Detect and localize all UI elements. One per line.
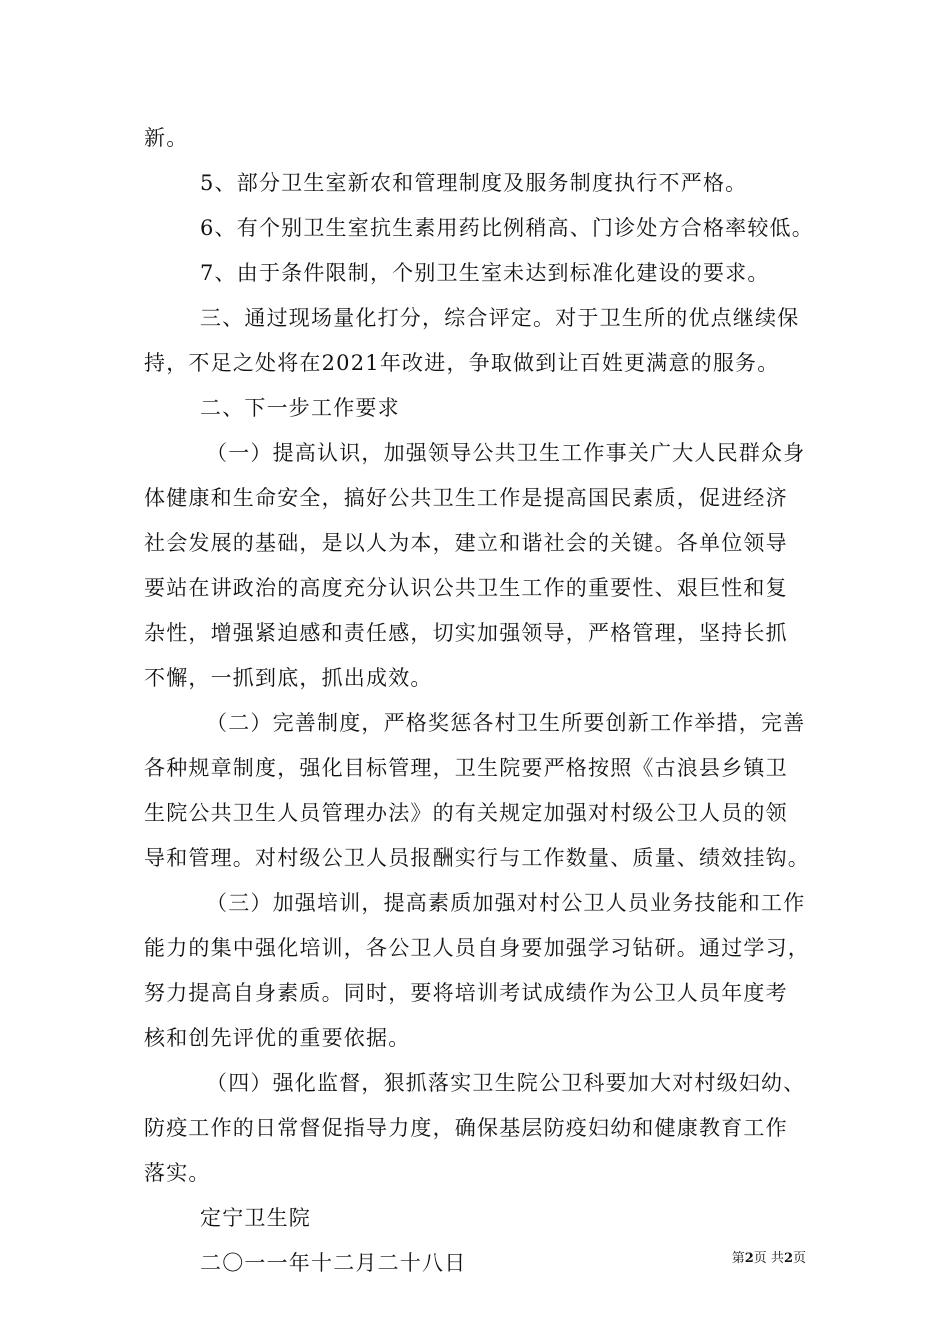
text-line: 导和管理。对村级公卫人员报酬实行与工作数量、质量、绩效挂钩。 [144, 846, 810, 870]
text-line: 持，不足之处将在2021年改进，争取做到让百姓更满意的服务。 [144, 351, 780, 375]
footer-prefix: 第 [731, 1251, 745, 1266]
text-line: （一）提高认识，加强领导公共卫生工作事关广大人民群众身 [206, 441, 806, 465]
footer-middle: 页 共 [753, 1251, 784, 1266]
text-line: 三、通过现场量化打分，综合评定。对于卫生所的优点继续保 [200, 306, 800, 330]
text-line: 7、由于条件限制，个别卫生室未达到标准化建设的要求。 [200, 261, 770, 285]
text-line: 新。 [144, 126, 189, 150]
text-line: 生院公共卫生人员管理办法》的有关规定加强对村级公卫人员的领 [144, 801, 788, 825]
text-line: （二）完善制度，严格奖惩各村卫生所要创新工作举措，完善 [206, 711, 806, 735]
text-line: 杂性，增强紧迫感和责任感，切实加强领导，严格管理，坚持长抓 [144, 621, 788, 645]
text-line: 努力提高自身素质。同时，要将培训考试成绩作为公卫人员年度考 [144, 981, 788, 1005]
current-page-number: 2 [744, 1251, 754, 1266]
section-heading: 二、下一步工作要求 [200, 396, 400, 420]
signature-date: 二〇一一年十二月二十八日 [200, 1251, 467, 1275]
text-line: 落实。 [144, 1161, 211, 1185]
document-body [144, 116, 814, 1286]
text-line: 核和创先评优的重要依据。 [144, 1026, 411, 1050]
text-line: 要站在讲政治的高度充分认识公共卫生工作的重要性、艰巨性和复 [144, 576, 788, 600]
text-line: 体健康和生命安全，搞好公共卫生工作是提高国民素质，促进经济 [144, 486, 788, 510]
footer-suffix: 页 [792, 1251, 806, 1266]
total-page-number: 2 [783, 1251, 793, 1266]
page-number-footer [0, 1250, 950, 1268]
text-line: 6、有个别卫生室抗生素用药比例稍高、门诊处方合格率较低。 [200, 216, 814, 240]
text-line: 防疫工作的日常督促指导力度，确保基层防疫妇幼和健康教育工作 [144, 1116, 788, 1140]
text-line: （三）加强培训，提高素质加强对村公卫人员业务技能和工作 [206, 891, 806, 915]
text-line: （四）强化监督，狠抓落实卫生院公卫科要加大对村级妇幼、 [206, 1071, 806, 1095]
text-line: 社会发展的基础，是以人为本，建立和谐社会的关键。各单位领导 [144, 531, 788, 555]
text-line: 各种规章制度，强化目标管理，卫生院要严格按照《古浪县乡镇卫 [144, 756, 788, 780]
signature-organization: 定宁卫生院 [200, 1206, 311, 1230]
text-line: 不懈，一抓到底，抓出成效。 [144, 666, 433, 690]
text-line: 5、部分卫生室新农和管理制度及服务制度执行不严格。 [200, 171, 748, 195]
text-line: 能力的集中强化培训，各公卫人员自身要加强学习钻研。通过学习， [144, 936, 810, 960]
